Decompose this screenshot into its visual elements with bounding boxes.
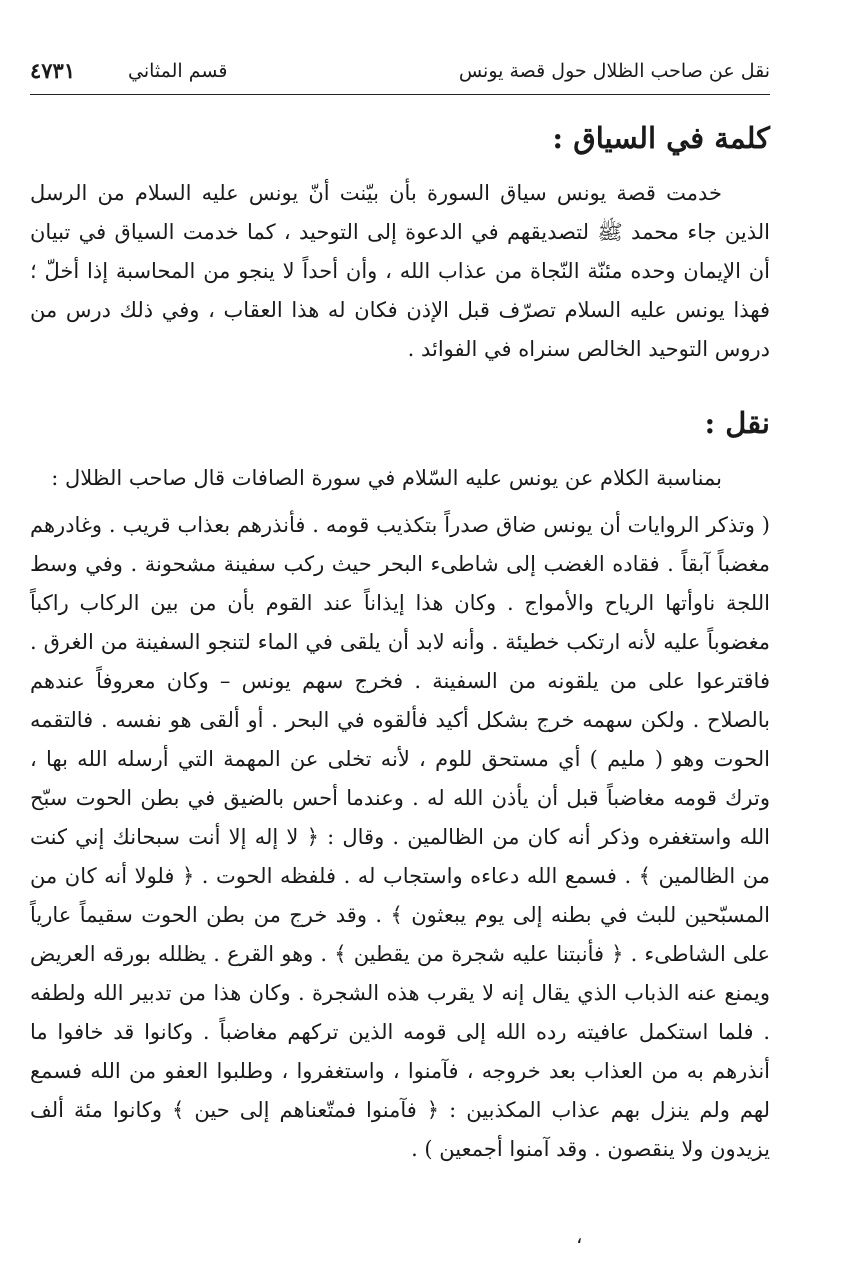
context-paragraph: خدمت قصة يونس سياق السورة بأن بيّنت أنّ يونس عليه السلام من الرسل الذين جاء محمد ﷺ لتصديقهم في الدعوة إلى التوحيد ، كما خدمت السياق في تبيان أن الإيمان وحده مئنّة النّجاة من عذاب الله ، وأن أحداً لا ينجو من المحاسبة إذا أخلّ ؛ فهذا يونس عليه السلام تصرّف قبل الإذن فكان له هذا العقاب ، وفي ذلك درس من دروس التوحيد الخالص سنراه في الفوائد . — [30, 181, 770, 361]
header-title: نقل عن صاحب الظلال حول قصة يونس — [458, 60, 770, 82]
header-section: قسم المثاني — [128, 60, 228, 82]
naql-intro: بمناسبة الكلام عن يونس عليه السّلام في سورة الصافات قال صاحب الظلال : — [51, 466, 722, 490]
naql-section — [30, 403, 770, 1169]
context-heading: كلمة في السياق : — [552, 121, 770, 155]
running-header — [30, 54, 770, 95]
context-section — [30, 118, 770, 369]
page-number: ٤٧٣١ — [30, 58, 76, 83]
naql-quote: ( وتذكر الروايات أن يونس ضاق صدراً بتكذيب قومه . فأنذرهم بعذاب قريب . وغادرهم مغضباً آبقاً . فقاده الغضب إلى شاطىء البحر حيث ركب سفينة مشحونة . وفي وسط اللجة ناوأتها الرياح والأمواج . وكان هذا إيذاناً عند القوم بأن من بين الركاب راكباً مغضوباً عليه لأنه ارتكب خطيئة . وأنه لابد أن يلقى في الماء لتنجو السفينة من الغرق . فاقترعوا على من يلقونه من السفينة . فخرج سهم يونس – وكان معروفاً عندهم بالصلاح . ولكن سهمه خرج بشكل أكيد فألقوه في البحر . أو ألقى هو نفسه . فالتقمه الحوت وهو ( مليم ) أي مستحق للوم ، لأنه تخلى عن المهمة التي أرسله الله بها ، وترك قومه مغاضباً قبل أن يأذن الله له . وعندما أحس بالضيق في بطن الحوت سبّح الله واستغفره وذكر أنه كان من الظالمين . وقال : ﴿ لا إله إلا أنت سبحانك إني كنت من الظالمين ﴾ . فسمع الله دعاءه واستجاب له . فلفظه الحوت . ﴿ فلولا أنه كان من المسبّحين للبث في بطنه إلى يوم يبعثون ﴾ . وقد خرج من بطن الحوت سقيماً عارياً على الشاطىء . ﴿ فأنبتنا عليه شجرة من يقطين ﴾ . وهو القرع . يظلله بورقه العريض ويمنع عنه الذباب الذي يقال إنه لا يقرب هذه الشجرة . وكان هذا من تدبير الله ولطفه . فلما استكمل عافيته رده الله إلى قومه الذين تركهم مغاضباً . وكانوا قد خافوا ما أنذرهم به من العذاب بعد خروجه ، فآمنوا ، واستغفروا ، وطلبوا العفو من الله فسمع لهم ولم ينزل بهم عذاب المكذبين : ﴿ فآمنوا فمتّعناهم إلى حين ﴾ وكانوا مئة ألف يزيدون ولا ينقصون . وقد آمنوا أجمعين ) . — [30, 513, 771, 1161]
naql-heading: نقل : — [704, 406, 770, 440]
footer-mark: ، — [576, 1224, 583, 1248]
